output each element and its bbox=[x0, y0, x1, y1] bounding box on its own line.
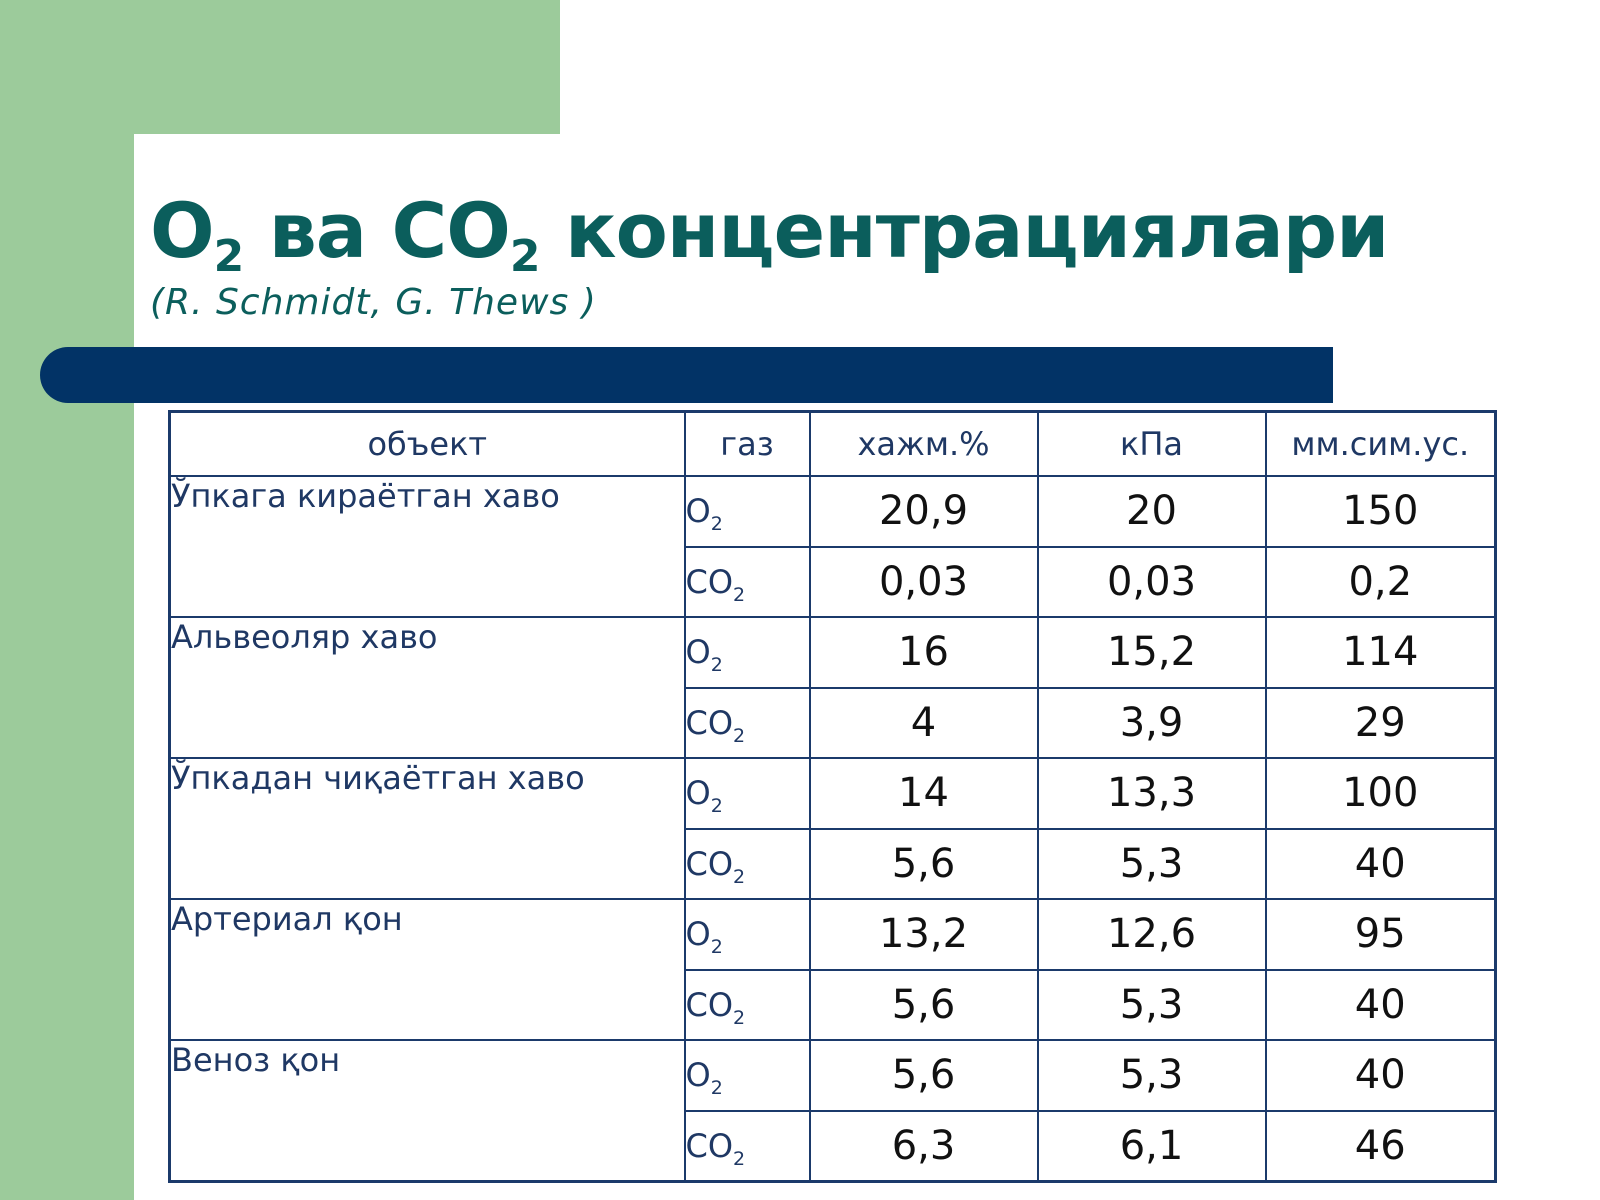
slide-title: $O_2$ ва $CO_2$ концентрациялари bbox=[150, 186, 1389, 282]
object-cell: Артериал қон bbox=[170, 899, 685, 1040]
mmhg-cell: 46 bbox=[1266, 1111, 1496, 1182]
mmhg-cell: 29 bbox=[1266, 688, 1496, 759]
mmhg-cell: 114 bbox=[1266, 617, 1496, 688]
gas-subscript: 2 bbox=[710, 654, 723, 677]
volume-percent-cell: 20,9 bbox=[810, 476, 1038, 547]
gas-formula: O bbox=[685, 633, 711, 672]
gas-formula: CO bbox=[685, 703, 734, 742]
table-row bbox=[170, 899, 1496, 970]
volume-percent-cell: 0,03 bbox=[810, 547, 1038, 618]
gas-cell bbox=[685, 617, 810, 688]
gas-formula: O bbox=[685, 774, 711, 813]
kpa-cell: 5,3 bbox=[1038, 829, 1266, 900]
mmhg-cell: 100 bbox=[1266, 758, 1496, 829]
title-divider-bar bbox=[40, 347, 1333, 403]
kpa-cell: 20 bbox=[1038, 476, 1266, 547]
gas-subscript: 2 bbox=[733, 583, 746, 606]
mmhg-cell: 40 bbox=[1266, 970, 1496, 1041]
volume-percent-cell: 4 bbox=[810, 688, 1038, 759]
gas-subscript: 2 bbox=[733, 865, 746, 888]
concentration-table bbox=[168, 410, 1497, 1183]
accent-green-left bbox=[0, 0, 134, 1200]
gas-subscript: 2 bbox=[733, 1147, 746, 1170]
kpa-cell: 12,6 bbox=[1038, 899, 1266, 970]
gas-subscript: 2 bbox=[710, 513, 723, 536]
gas-cell bbox=[685, 899, 810, 970]
kpa-cell: 13,3 bbox=[1038, 758, 1266, 829]
mmhg-cell: 40 bbox=[1266, 829, 1496, 900]
volume-percent-cell: 5,6 bbox=[810, 970, 1038, 1041]
object-cell: Ўпкадан чиқаётган хаво bbox=[170, 758, 685, 899]
volume-percent-cell: 5,6 bbox=[810, 1040, 1038, 1111]
gas-formula: O bbox=[685, 492, 711, 531]
volume-percent-cell: 16 bbox=[810, 617, 1038, 688]
volume-percent-cell: 5,6 bbox=[810, 829, 1038, 900]
gas-subscript: 2 bbox=[710, 936, 723, 959]
object-cell: Веноз қон bbox=[170, 1040, 685, 1182]
gas-formula: CO bbox=[685, 1126, 734, 1165]
gas-subscript: 2 bbox=[733, 724, 746, 747]
gas-cell bbox=[685, 476, 810, 547]
table-row bbox=[170, 617, 1496, 688]
slide-subtitle: (R. Schmidt, G. Thews ) bbox=[150, 282, 597, 323]
gas-formula: CO bbox=[685, 985, 734, 1024]
volume-percent-cell: 13,2 bbox=[810, 899, 1038, 970]
volume-percent-cell: 6,3 bbox=[810, 1111, 1038, 1182]
kpa-cell: 3,9 bbox=[1038, 688, 1266, 759]
header-volume-percent: хажм.% bbox=[810, 412, 1038, 477]
gas-subscript: 2 bbox=[710, 1077, 723, 1100]
kpa-cell: 5,3 bbox=[1038, 970, 1266, 1041]
header-gas: газ bbox=[685, 412, 810, 477]
table-row bbox=[170, 476, 1496, 547]
table-header-row bbox=[170, 412, 1496, 477]
gas-cell bbox=[685, 1111, 810, 1182]
gas-subscript: 2 bbox=[710, 795, 723, 818]
table-row bbox=[170, 1040, 1496, 1111]
table-row bbox=[170, 758, 1496, 829]
gas-cell bbox=[685, 758, 810, 829]
kpa-cell: 5,3 bbox=[1038, 1040, 1266, 1111]
header-mmhg: мм.сим.ус. bbox=[1266, 412, 1496, 477]
gas-subscript: 2 bbox=[733, 1006, 746, 1029]
gas-cell bbox=[685, 1040, 810, 1111]
gas-cell bbox=[685, 829, 810, 900]
kpa-cell: 15,2 bbox=[1038, 617, 1266, 688]
mmhg-cell: 0,2 bbox=[1266, 547, 1496, 618]
mmhg-cell: 150 bbox=[1266, 476, 1496, 547]
mmhg-cell: 40 bbox=[1266, 1040, 1496, 1111]
gas-cell bbox=[685, 547, 810, 618]
header-object: объект bbox=[170, 412, 685, 477]
volume-percent-cell: 14 bbox=[810, 758, 1038, 829]
gas-formula: O bbox=[685, 915, 711, 954]
gas-cell bbox=[685, 688, 810, 759]
gas-formula: CO bbox=[685, 844, 734, 883]
object-cell: Альвеоляр хаво bbox=[170, 617, 685, 758]
gas-cell bbox=[685, 970, 810, 1041]
object-cell: Ўпкага кираётган хаво bbox=[170, 476, 685, 617]
gas-formula: CO bbox=[685, 562, 734, 601]
gas-formula: O bbox=[685, 1056, 711, 1095]
kpa-cell: 6,1 bbox=[1038, 1111, 1266, 1182]
kpa-cell: 0,03 bbox=[1038, 547, 1266, 618]
mmhg-cell: 95 bbox=[1266, 899, 1496, 970]
header-kpa: кПа bbox=[1038, 412, 1266, 477]
